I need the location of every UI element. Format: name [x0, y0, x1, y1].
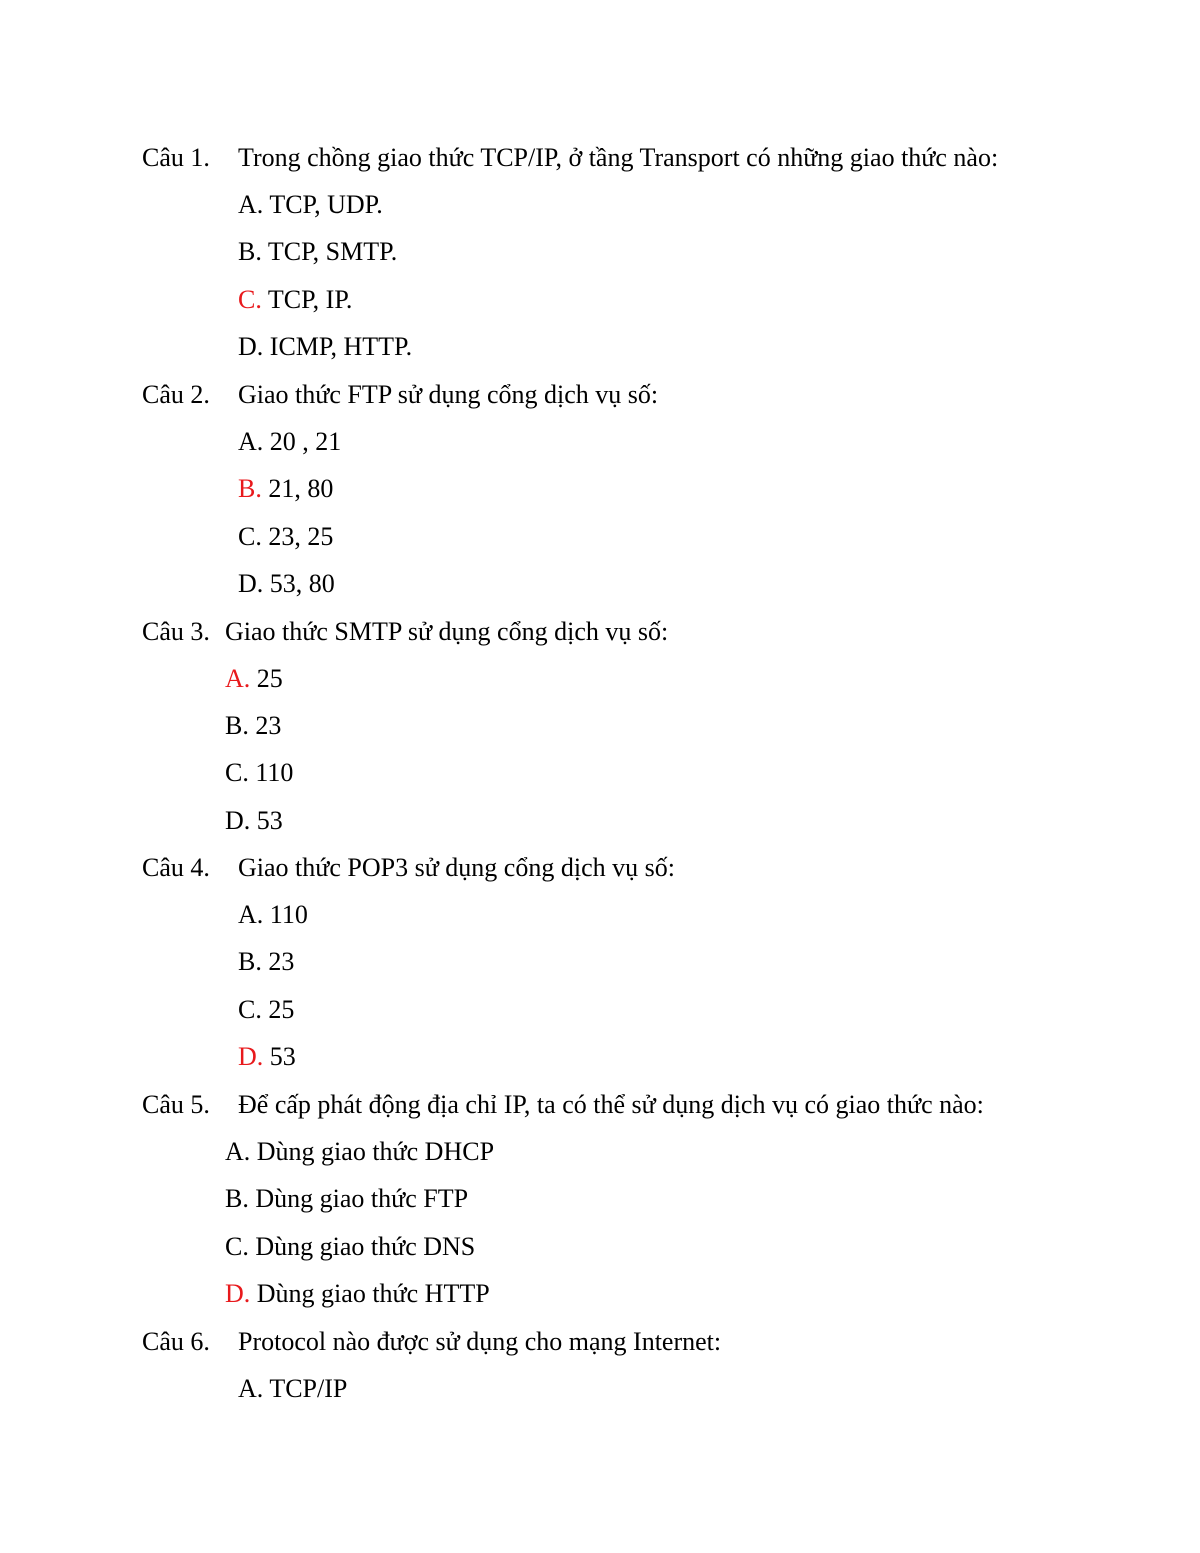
question-text: Protocol nào được sử dụng cho mạng Internet:: [238, 1327, 722, 1356]
option-text: TCP, UDP.: [269, 190, 383, 219]
option-letter-marked: D.: [238, 1042, 264, 1071]
option-text: 53: [256, 806, 283, 835]
option-b: [225, 710, 281, 742]
option-d: [225, 1278, 490, 1310]
option-letter: D.: [225, 806, 251, 835]
option-text: 25: [256, 664, 283, 693]
option-letter: C.: [225, 758, 249, 787]
option-text: 23: [255, 711, 282, 740]
option-letter: A.: [238, 900, 264, 929]
option-text: 53: [269, 1042, 296, 1071]
option-a: [238, 1373, 347, 1405]
option-letter: A.: [238, 427, 264, 456]
option-text: Dùng giao thức DHCP: [256, 1137, 495, 1166]
option-d: [238, 331, 412, 363]
option-text: Dùng giao thức DNS: [255, 1232, 476, 1261]
option-letter: A.: [225, 1137, 251, 1166]
option-text: Dùng giao thức FTP: [255, 1184, 469, 1213]
option-letter-marked: D.: [225, 1279, 251, 1308]
option-letter: C.: [225, 1232, 249, 1261]
option-text: 53, 80: [269, 569, 335, 598]
option-d: [238, 568, 335, 600]
option-letter-marked: A.: [225, 664, 251, 693]
option-letter: A.: [238, 1374, 264, 1403]
question-number: Câu 2.: [142, 380, 210, 409]
option-letter-marked: B.: [238, 474, 262, 503]
option-c: [238, 284, 352, 316]
question-number: Câu 4.: [142, 853, 210, 882]
option-letter: A.: [238, 190, 264, 219]
option-text: 110: [269, 900, 308, 929]
question-number: Câu 3.: [142, 617, 210, 646]
option-text: Dùng giao thức HTTP: [256, 1279, 490, 1308]
option-letter: C.: [238, 995, 262, 1024]
question-text: Để cấp phát động địa chỉ IP, ta có thể sử dụng dịch vụ có giao thức nào:: [238, 1090, 984, 1119]
option-text: 23: [268, 947, 295, 976]
option-text: 21, 80: [268, 474, 334, 503]
option-letter: D.: [238, 332, 264, 361]
option-a: [225, 663, 283, 695]
question-text: Giao thức FTP sử dụng cổng dịch vụ số:: [238, 380, 659, 409]
option-letter: B.: [225, 711, 249, 740]
option-text: TCP/IP: [269, 1374, 348, 1403]
option-text: 20 , 21: [269, 427, 342, 456]
option-a: [238, 189, 383, 221]
option-b: [238, 946, 294, 978]
option-letter-marked: C.: [238, 285, 262, 314]
question-text: Giao thức POP3 sử dụng cổng dịch vụ số:: [238, 853, 675, 882]
question-number: Câu 6.: [142, 1327, 210, 1356]
option-a: [238, 899, 308, 931]
option-letter: B.: [225, 1184, 249, 1213]
option-a: [238, 426, 341, 458]
option-text: 23, 25: [268, 522, 334, 551]
option-c: [238, 521, 333, 553]
option-a: [225, 1136, 494, 1168]
option-letter: C.: [238, 522, 262, 551]
option-b: [238, 236, 397, 268]
option-text: TCP, IP.: [267, 285, 353, 314]
option-d: [238, 1041, 296, 1073]
option-b: [238, 473, 333, 505]
option-text: ICMP, HTTP.: [269, 332, 413, 361]
option-c: [238, 994, 294, 1026]
question-number: Câu 1.: [142, 143, 210, 172]
option-c: [225, 1231, 475, 1263]
option-text: 25: [268, 995, 295, 1024]
option-letter: B.: [238, 237, 262, 266]
option-d: [225, 805, 283, 837]
option-letter: D.: [238, 569, 264, 598]
option-text: 110: [255, 758, 294, 787]
question-number: Câu 5.: [142, 1090, 210, 1119]
option-b: [225, 1183, 468, 1215]
option-letter: B.: [238, 947, 262, 976]
option-c: [225, 757, 293, 789]
question-text: Trong chồng giao thức TCP/IP, ở tầng Transport có những giao thức nào:: [238, 143, 999, 172]
question-text: Giao thức SMTP sử dụng cổng dịch vụ số:: [225, 617, 669, 646]
option-text: TCP, SMTP.: [267, 237, 398, 266]
